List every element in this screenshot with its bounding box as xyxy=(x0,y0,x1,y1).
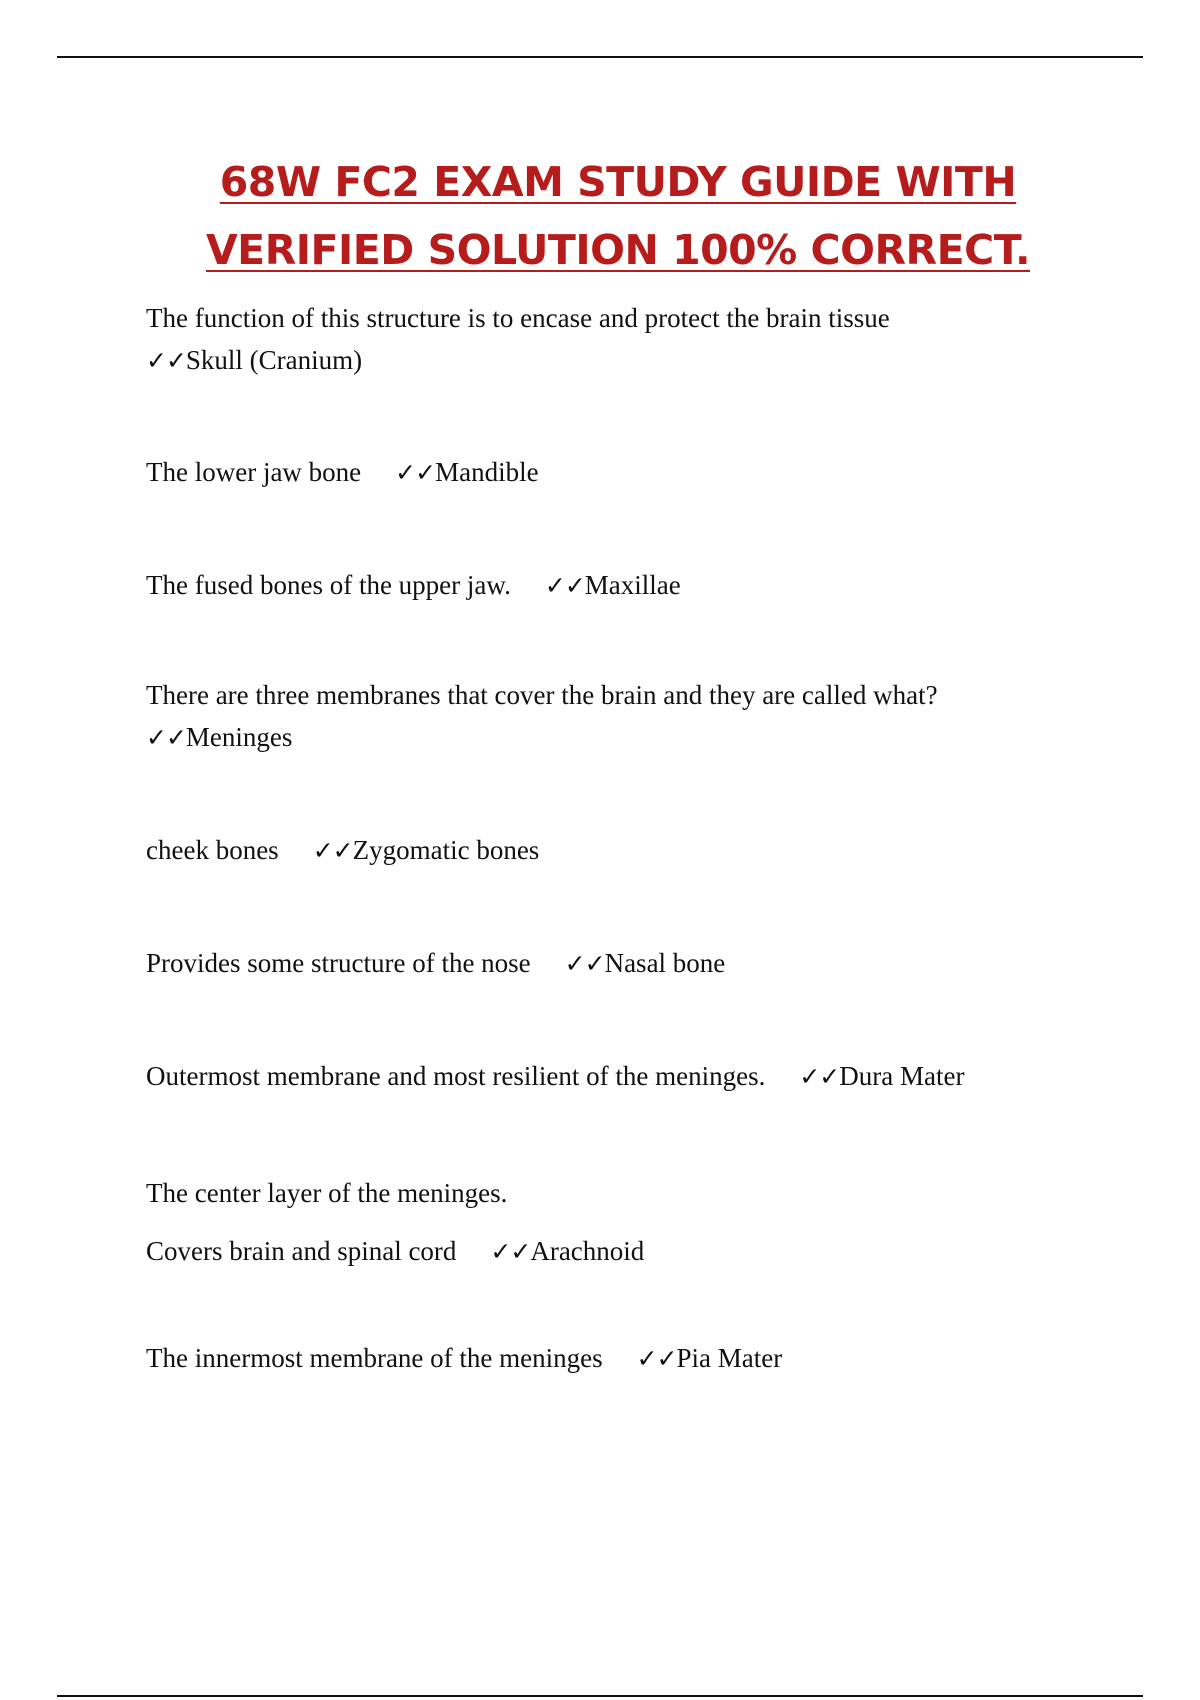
double-check-icon: ✓✓ xyxy=(490,1237,531,1266)
answer-line xyxy=(146,339,890,382)
qa-item xyxy=(146,564,681,607)
qa-item xyxy=(146,1164,644,1281)
double-check-icon: ✓✓ xyxy=(544,571,585,600)
double-check-icon: ✓✓ xyxy=(636,1344,677,1373)
title-line-1: 68W FC2 EXAM STUDY GUIDE WITH xyxy=(219,158,1017,206)
question-text: Provides some structure of the nose xyxy=(146,948,531,978)
answer-text: Arachnoid xyxy=(530,1236,645,1266)
question-text: Outermost membrane and most resilient of the meninges. xyxy=(146,1061,766,1091)
answer-text: Dura Mater xyxy=(839,1061,965,1091)
question-text: The center layer of the meninges. xyxy=(146,1178,508,1208)
document-title xyxy=(0,148,1200,284)
qa-item xyxy=(146,1337,782,1380)
answer-text: Meninges xyxy=(185,722,293,752)
qa-item xyxy=(146,829,539,872)
double-check-icon: ✓✓ xyxy=(312,836,353,865)
double-check-icon: ✓✓ xyxy=(146,723,186,752)
qa-item xyxy=(146,451,539,494)
answer-text: Mandible xyxy=(435,457,539,487)
answer-line xyxy=(146,716,938,759)
double-check-icon: ✓✓ xyxy=(395,458,436,487)
answer-text: Maxillae xyxy=(584,570,681,600)
answer-text: Skull (Cranium) xyxy=(185,345,363,375)
double-check-icon: ✓✓ xyxy=(564,949,605,978)
qa-item xyxy=(146,942,725,985)
question-text: cheek bones xyxy=(146,835,279,865)
double-check-icon: ✓✓ xyxy=(799,1062,840,1091)
question-text: The innermost membrane of the meninges xyxy=(146,1343,603,1373)
question-text: The fused bones of the upper jaw. xyxy=(146,570,511,600)
question-text-line-2: Covers brain and spinal cord xyxy=(146,1236,457,1266)
double-check-icon: ✓✓ xyxy=(146,346,186,375)
header-rule xyxy=(57,56,1143,58)
footer-rule xyxy=(57,1695,1143,1697)
question-text: There are three membranes that cover the brain and they are called what? xyxy=(146,680,938,710)
answer-text: Pia Mater xyxy=(676,1343,783,1373)
answer-text: Nasal bone xyxy=(604,948,726,978)
question-text: The lower jaw bone xyxy=(146,457,362,487)
title-line-2: VERIFIED SOLUTION 100% CORRECT. xyxy=(205,226,1031,274)
qa-item xyxy=(146,297,890,382)
answer-line xyxy=(146,1222,644,1281)
qa-item xyxy=(146,674,938,759)
answer-text: Zygomatic bones xyxy=(352,835,540,865)
qa-item xyxy=(146,1055,964,1098)
question-text: The function of this structure is to encase and protect the brain tissue xyxy=(146,303,890,333)
